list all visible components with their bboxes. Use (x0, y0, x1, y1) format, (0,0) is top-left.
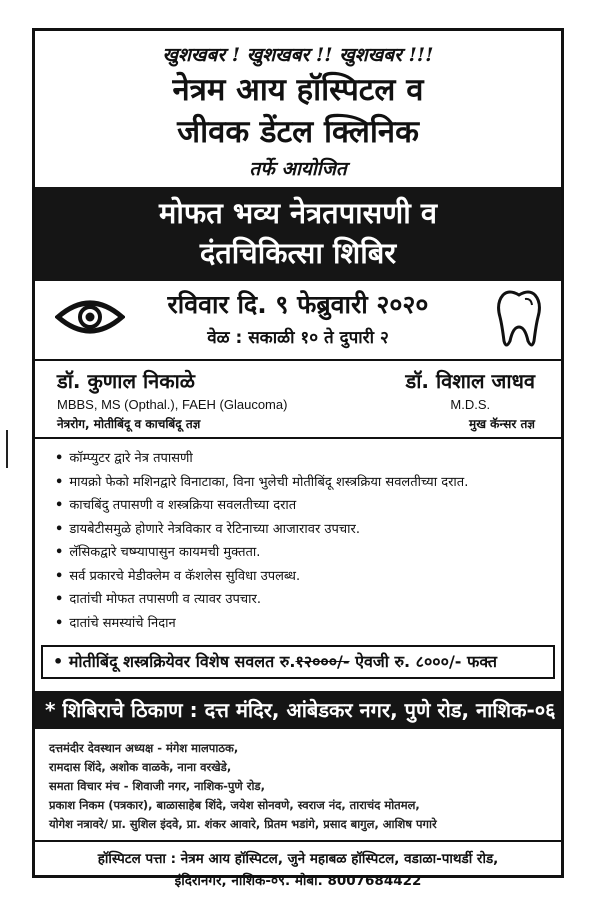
bullet-icon: • (55, 451, 64, 466)
old-price: १२०००/- (295, 652, 350, 671)
camp-title-banner (35, 187, 561, 281)
camp-title-line1: मोफत भव्य नेत्रतपासणी व (159, 196, 437, 230)
bullet-icon: • (55, 474, 64, 490)
doctor-dental-specialist (406, 367, 535, 432)
offer-text: मोतीबिंदू शस्त्रक्रियेवर विशेष सवलत रु. (68, 652, 296, 671)
doctor-qualification: MBBS, MS (Opthal.), FAEH (Glaucoma) (57, 397, 288, 412)
hospital-name-line2: जीवक डेंटल क्लिनिक (177, 114, 419, 150)
hospital-address (35, 842, 561, 892)
bullet-icon: • (55, 592, 64, 607)
list-item: • दातांचे समस्यांचे निदान (55, 615, 176, 631)
list-item: • डायबेटीसमुळे होणारे नेत्रविकार व रेटिनाच्या आजारावर उपचार. (55, 521, 360, 537)
hospital-name-line1: नेत्रम आय हॉस्पिटल व (172, 72, 424, 108)
list-item: • लॅसिकद्वारे चष्म्यापासुन कायमची मुक्तता. (55, 545, 261, 560)
camp-title-line2: दंतचिकित्सा शिबिर (199, 236, 397, 270)
offer-middle: ऐवजी रु. (355, 652, 411, 671)
margin-mark (6, 430, 8, 468)
venue-label: * शिबिराचे ठिकाण : (45, 698, 198, 722)
organized-by-label: तर्फे आयोजित (249, 158, 347, 180)
new-price: ८०००/- (415, 652, 462, 671)
venue-banner (35, 691, 561, 729)
venue-place: दत्त मंदिर, आंबेडकर नगर, पुणे रोड, नाशिक-०६ (204, 698, 556, 722)
good-news-heading: खुशखबर ! खुशखबर !! खुशखबर !!! (162, 44, 434, 66)
bullet-icon: • (55, 545, 64, 560)
services-list (35, 439, 561, 639)
list-item: • मायक्रो फेको मशिनद्वारे विनाटाका, विना भुलेची मोतीबिंदू शस्त्रक्रिया सवलतीच्या दरात. (55, 474, 469, 490)
doctors-section (35, 361, 561, 439)
bullet-icon: • (55, 615, 64, 631)
doctor-eye-specialist (57, 367, 287, 432)
address-line1: हॉस्पिटल पत्ता : नेत्रम आय हॉस्पिटल, जुने महाबळ हॉस्पिटल, वडाळा-पाथर्डी रोड, (97, 851, 499, 867)
list-item: • कॉम्प्युटर द्वारे नेत्र तपासणी (55, 451, 193, 466)
address-line2: इंदिरानगर, नाशिक-०९. मोबा. 8007684422 (174, 873, 422, 889)
list-item: • सर्व प्रकारचे मेडीक्लेम व कॅशलेस सुविधा उपलब्ध. (55, 568, 301, 584)
organizer-line: योगेश नत्रावरे/ प्रा. सुशिल इंदवे, प्रा. शंकर आवारे, प्रितम भडांगे, प्रसाद बागुल, आशिष पगारे (49, 817, 437, 831)
discount-offer-box (41, 645, 555, 679)
organizers-list (35, 729, 561, 842)
list-item: • दातांची मोफत तपासणी व त्यावर उपचार. (55, 592, 261, 607)
bullet-icon: • (53, 652, 64, 671)
organizer-line: रामदास शिंदे, अशोक वाळके, नाना वरखेडे, (49, 760, 232, 774)
organizer-line: प्रकाश निकम (पत्रकार), बाळासाहेब शिंदे, जयेश सोनवणे, स्वराज नंद, ताराचंद मोतमल, (49, 798, 420, 812)
doctor-qualification: M.D.S. (450, 397, 491, 412)
tooth-icon (495, 289, 543, 351)
camp-time: वेळ : सकाळी १० ते दुपारी २ (207, 328, 389, 348)
offer-suffix: फक्त (467, 652, 498, 671)
organizer-line: समता विचार मंच - शिवाजी नगर, नाशिक-पुणे रोड, (49, 779, 265, 793)
doctor-specialty: मुख कॅन्सर तज्ञ (469, 417, 535, 431)
bullet-icon: • (55, 521, 64, 537)
doctor-name: डॉ. कुणाल निकाळे (57, 369, 195, 393)
doctor-specialty: नेत्ररोग, मोतीबिंदू व काचबिंदू तज्ञ (57, 417, 201, 431)
bullet-icon: • (55, 568, 64, 584)
camp-poster (32, 28, 564, 889)
list-item: • काचबिंदु तपासणी व शस्त्रक्रिया सवलतीच्या दरात (55, 498, 297, 513)
schedule-section (35, 281, 561, 361)
camp-date: रविवार दि. ९ फेब्रुवारी २०२० (167, 290, 429, 319)
doctor-name: डॉ. विशाल जाधव (405, 369, 535, 393)
organizer-line: दत्तमंदीर देवस्थान अध्यक्ष - मंगेश मालपाठक, (49, 741, 239, 755)
bullet-icon: • (55, 498, 64, 513)
